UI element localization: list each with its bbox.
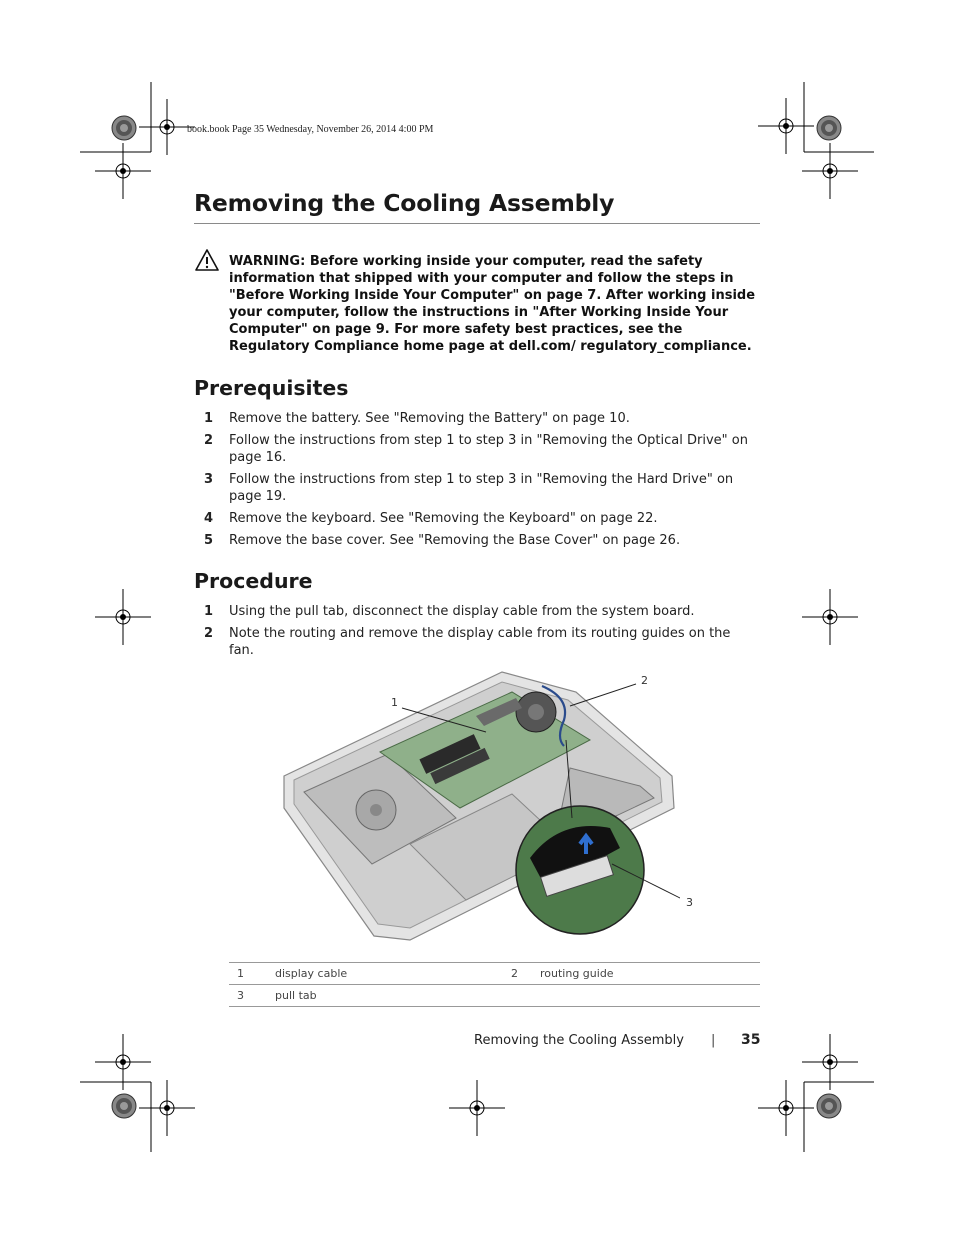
list-item <box>194 532 754 549</box>
step-text: Follow the instructions from step 1 to step 3 in "Removing the Hard Drive" on page 19. <box>229 472 734 504</box>
warning-text: WARNING: Before working inside your computer, read the safety information that shipped with your computer and follow the steps in "Before Working Inside Your Computer" on page 7. After working inside your computer, follow the instructions in "After Working Inside Your Computer" on page 9. For more safety best practices, see the Regulatory Compliance home page at dell.com/ regulatory_compliance. <box>229 254 756 354</box>
legend-label: routing guide <box>540 963 760 985</box>
list-item <box>194 432 754 466</box>
warning-triangle-icon <box>194 248 220 272</box>
callout-1: 1 <box>391 696 398 709</box>
step-text: Remove the keyboard. See "Removing the Keyboard" on page 22. <box>229 511 658 526</box>
footer-separator: | <box>711 1033 716 1048</box>
list-item <box>194 603 754 620</box>
list-item <box>194 410 754 427</box>
step-text: Follow the instructions from step 1 to step 3 in "Removing the Optical Drive" on page 16. <box>229 433 748 465</box>
footer-section-title: Removing the Cooling Assembly <box>474 1033 684 1048</box>
list-item <box>194 471 754 505</box>
print-slug: book.book Page 35 Wednesday, November 26, 2014 4:00 PM <box>187 124 434 135</box>
procedure-heading: Procedure <box>194 569 313 593</box>
callout-2: 2 <box>641 674 648 687</box>
legend-label <box>540 985 760 1007</box>
legend-number <box>503 985 540 1007</box>
prerequisites-heading: Prerequisites <box>194 376 349 400</box>
legend-number: 3 <box>229 985 275 1007</box>
step-number: 1 <box>204 604 214 619</box>
laptop-illustration <box>280 668 680 946</box>
legend-label: display cable <box>275 963 503 985</box>
page-title: Removing the Cooling Assembly <box>194 189 615 217</box>
step-number: 4 <box>204 511 214 526</box>
prerequisites-list <box>194 410 754 554</box>
page-number: 35 <box>741 1032 761 1048</box>
title-rule <box>194 223 760 224</box>
procedure-list <box>194 603 754 664</box>
step-number: 2 <box>204 626 214 641</box>
step-text: Remove the battery. See "Removing the Battery" on page 10. <box>229 411 630 426</box>
legend-number: 1 <box>229 963 275 985</box>
step-number: 1 <box>204 411 214 426</box>
callout-legend-table <box>229 962 760 1007</box>
step-text: Note the routing and remove the display cable from its routing guides on the fan. <box>229 626 731 658</box>
table-row <box>229 963 760 985</box>
list-item <box>194 625 754 659</box>
step-number: 3 <box>204 472 214 487</box>
step-number: 2 <box>204 433 214 448</box>
step-number: 5 <box>204 533 214 548</box>
step-text: Using the pull tab, disconnect the display cable from the system board. <box>229 604 695 619</box>
callout-3: 3 <box>686 896 693 909</box>
table-row <box>229 985 760 1007</box>
legend-number: 2 <box>503 963 540 985</box>
legend-label: pull tab <box>275 985 503 1007</box>
step-text: Remove the base cover. See "Removing the Base Cover" on page 26. <box>229 533 681 548</box>
list-item <box>194 510 754 527</box>
